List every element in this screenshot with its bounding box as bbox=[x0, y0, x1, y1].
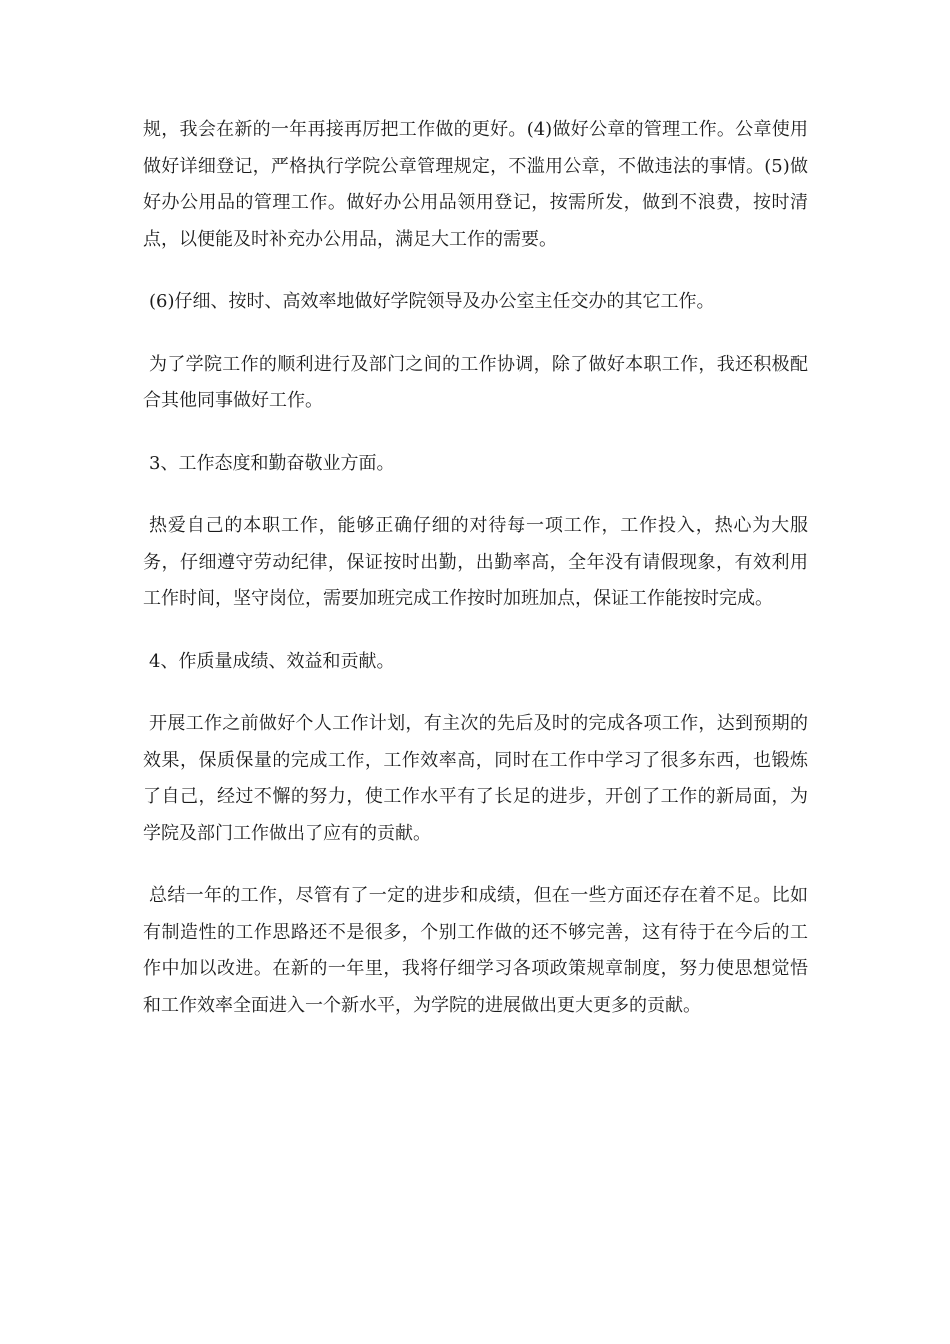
paragraph-3: 为了学院工作的顺利进行及部门之间的工作协调，除了做好本职工作，我还积极配合其他同事做好工作。 bbox=[143, 353, 808, 411]
paragraph-5: 热爱自己的本职工作，能够正确仔细的对待每一项工作，工作投入，热心为大服务，仔细遵守劳动纪律，保证按时出勤，出勤率高，全年没有请假现象，有效利用工作时间，坚守岗位，需要加班完成工作按时加班加点，保证工作能按时完成。 bbox=[143, 515, 808, 609]
section-heading-3: 3、工作态度和勤奋敬业方面。 bbox=[149, 452, 395, 474]
document-body bbox=[143, 112, 808, 1050]
paragraph-2: (6)仔细、按时、高效率地做好学院领导及办公室主任交办的其它工作。 bbox=[149, 291, 715, 312]
section-heading-4: 4、作质量成绩、效益和贡献。 bbox=[149, 650, 395, 672]
paragraph-1: 规，我会在新的一年再接再厉把工作做的更好。(4)做好公章的管理工作。公章使用做好详细登记，严格执行学院公章管理规定，不滥用公章，不做违法的事情。(5)做好办公用品的管理工作。做好办公用品领用登记，按需所发，做到不浪费，按时清点，以便能及时补充办公用品，满足大工作的需要。 bbox=[143, 119, 808, 250]
paragraph-8: 总结一年的工作，尽管有了一定的进步和成绩，但在一些方面还存在着不足。比如有制造性的工作思路还不是很多，个别工作做的还不够完善，这有待于在今后的工作中加以改进。在新的一年里，我将仔细学习各项政策规章制度，努力使思想觉悟和工作效率全面进入一个新水平，为学院的进展做出更大更多的贡献。 bbox=[143, 885, 808, 1016]
paragraph-7: 开展工作之前做好个人工作计划，有主次的先后及时的完成各项工作，达到预期的效果，保质保量的完成工作，工作效率高，同时在工作中学习了很多东西，也锻炼了自己，经过不懈的努力，使工作水平有了长足的进步，开创了工作的新局面，为学院及部门工作做出了应有的贡献。 bbox=[143, 713, 808, 844]
